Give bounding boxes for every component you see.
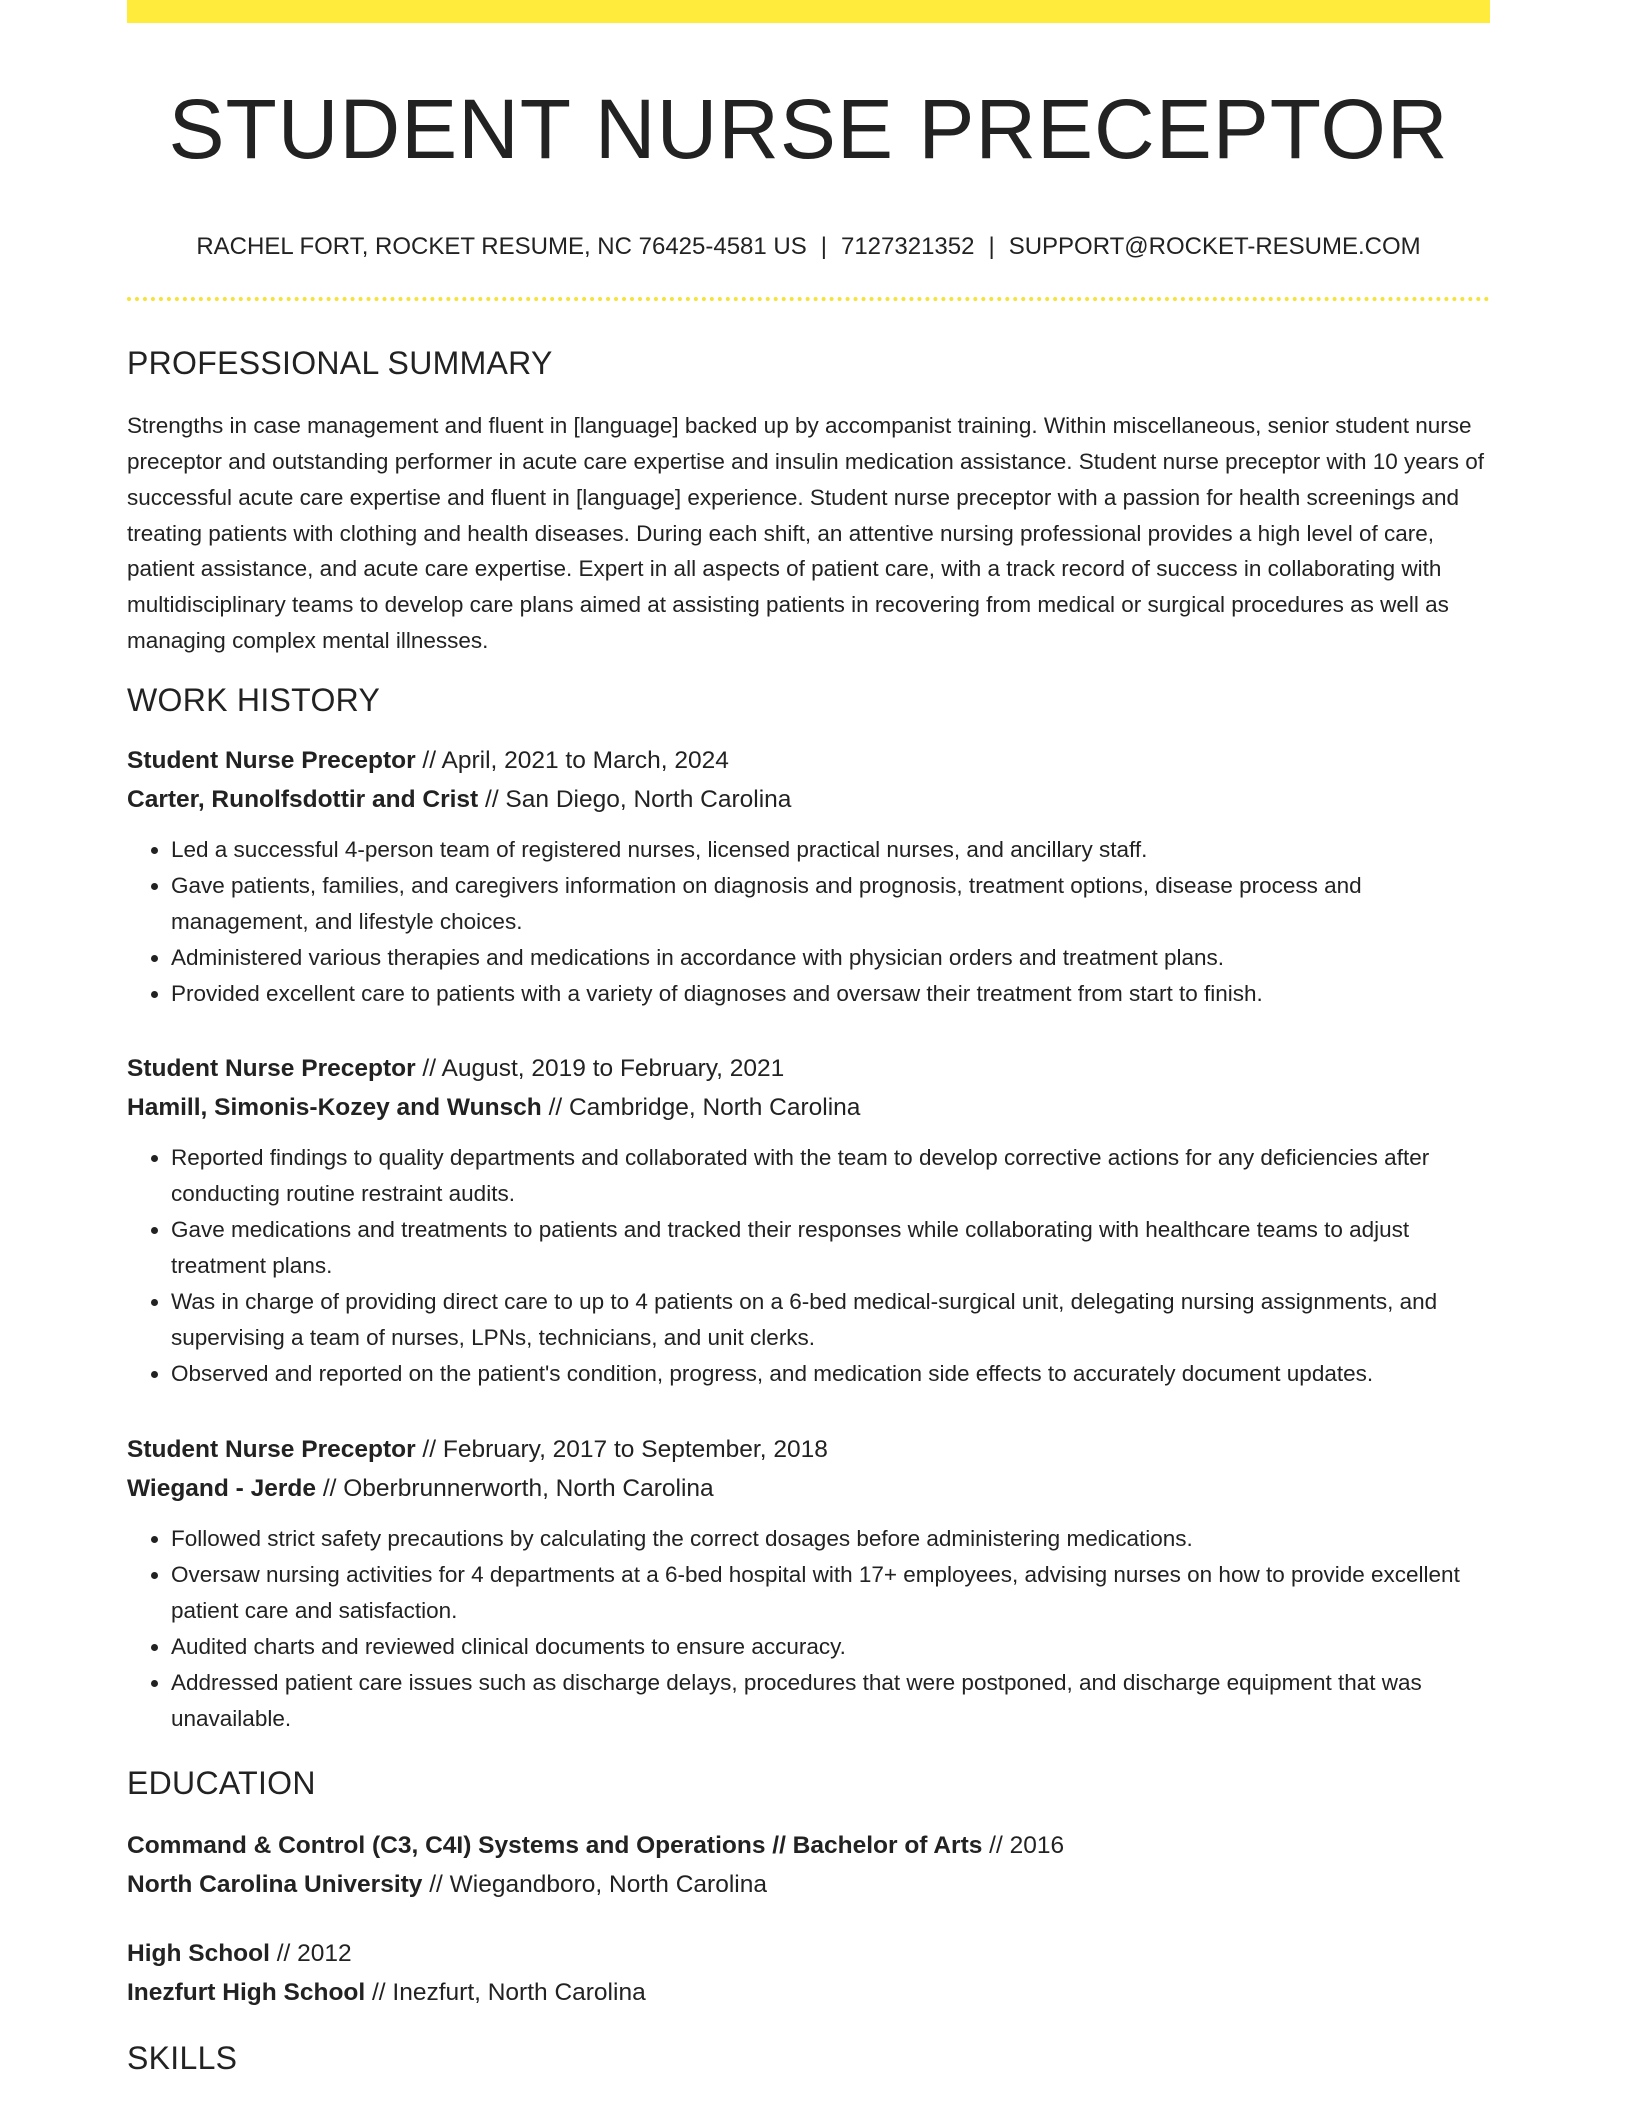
job-bullet: • Administered various therapies and medications in accordance with physician orders and treatment plans. (171, 940, 1490, 976)
job-bullet: • Was in charge of providing direct care to up to 4 patients on a 6-bed medical-surgical unit, delegating nursing assignments, and supervising a team of nurses, LPNs, technicians, and unit clerks. (171, 1284, 1490, 1356)
accent-top-bar (127, 0, 1490, 23)
job-bullet: • Observed and reported on the patient's condition, progress, and medication side effects to accurately document updates. (171, 1356, 1490, 1392)
resume-page (127, 0, 1490, 2077)
job-location: // Cambridge, North Carolina (541, 1094, 861, 1122)
contact-email: SUPPORT@ROCKET-RESUME.COM (1008, 233, 1421, 261)
job-company: Carter, Runolfsdottir and Crist (127, 786, 479, 814)
contact-address: RACHEL FORT, ROCKET RESUME, NC 76425-4581 US (196, 233, 807, 261)
education-school-line (127, 1865, 1490, 1904)
skills-heading: SKILLS (127, 2040, 238, 2077)
job-bullet: • Reported findings to quality departments and collaborated with the team to develop corrective actions for any deficiencies after conducting routine restraint audits. (171, 1140, 1490, 1212)
job-title-line (127, 741, 1490, 780)
job-entry (127, 741, 1490, 1012)
education-school-line (127, 1973, 1490, 2012)
job-company-line (127, 1469, 1490, 1508)
contact-separator: | (988, 233, 995, 261)
education-heading: EDUCATION (127, 1765, 316, 1802)
job-title-line (127, 1049, 1490, 1088)
job-bullet: • Followed strict safety precautions by calculating the correct dosages before administering medications. (171, 1521, 1490, 1557)
job-bullets (127, 1521, 1490, 1737)
job-bullet: • Gave medications and treatments to patients and tracked their responses while collaborating with healthcare teams to adjust treatment plans. (171, 1212, 1490, 1284)
job-title-line (127, 1430, 1490, 1469)
education-degree: Command & Control (C3, C4I) Systems and Operations // Bachelor of Arts (127, 1832, 983, 1860)
job-title: Student Nurse Preceptor (127, 1436, 416, 1464)
education-location: // Inezfurt, North Carolina (365, 1979, 646, 2007)
education-year: // 2016 (982, 1832, 1065, 1860)
job-dates: // April, 2021 to March, 2024 (415, 747, 729, 775)
job-entry (127, 1049, 1490, 1392)
education-degree-line (127, 1826, 1490, 1865)
job-title: Student Nurse Preceptor (127, 747, 416, 775)
work-history-heading: WORK HISTORY (127, 682, 381, 719)
contact-line (127, 233, 1490, 261)
education-entry (127, 1934, 1490, 2012)
contact-separator: | (820, 233, 827, 261)
resume-title: STUDENT NURSE PRECEPTOR (168, 82, 1449, 176)
education-school: Inezfurt High School (127, 1979, 366, 2007)
education-year: // 2012 (269, 1940, 352, 1968)
education-school: North Carolina University (127, 1871, 423, 1899)
job-bullet: • Oversaw nursing activities for 4 departments at a 6-bed hospital with 17+ employees, advising nurses on how to provide excellent patient care and satisfaction. (171, 1557, 1490, 1629)
education-degree: High School (127, 1940, 270, 1968)
job-location: // Oberbrunnerworth, North Carolina (316, 1475, 714, 1503)
job-bullet: • Provided excellent care to patients with a variety of diagnoses and oversaw their treatment from start to finish. (171, 976, 1490, 1012)
job-company-line (127, 780, 1490, 819)
job-bullet: • Addressed patient care issues such as discharge delays, procedures that were postponed, and discharge equipment that was unavailable. (171, 1665, 1490, 1737)
job-location: // San Diego, North Carolina (478, 786, 792, 814)
contact-phone: 7127321352 (840, 233, 975, 261)
job-company: Hamill, Simonis-Kozey and Wunsch (127, 1094, 542, 1122)
summary-heading: PROFESSIONAL SUMMARY (127, 345, 553, 382)
job-company: Wiegand - Jerde (127, 1475, 317, 1503)
job-bullet: • Gave patients, families, and caregivers information on diagnosis and prognosis, treatment options, disease process and management, and lifestyle choices. (171, 868, 1490, 940)
job-dates: // February, 2017 to September, 2018 (415, 1436, 828, 1464)
job-dates: // August, 2019 to February, 2021 (415, 1055, 785, 1083)
job-entry (127, 1430, 1490, 1737)
job-bullets (127, 832, 1490, 1012)
job-bullet: • Audited charts and reviewed clinical documents to ensure accuracy. (171, 1629, 1490, 1665)
education-entry (127, 1826, 1490, 1904)
dotted-divider (127, 297, 1490, 301)
summary-text: Strengths in case management and fluent in [language] backed up by accompanist training. Within miscellaneous, senior student nurse preceptor and outstanding performer in acute care expertise and insulin medication assistance. Student nurse preceptor with 10 years of successful acute care expertise and fluent in [language] experience. Student nurse preceptor with a passion for health screenings and treating patients with clothing and health diseases. During each shift, an attentive nursing professional provides a high level of care, patient assistance, and acute care expertise. Expert in all aspects of patient care, with a track record of success in collaborating with multidisciplinary teams to develop care plans aimed at assisting patients in recovering from medical or surgical procedures as well as managing complex mental illnesses. (127, 413, 1485, 653)
job-bullet: • Led a successful 4-person team of registered nurses, licensed practical nurses, and ancillary staff. (171, 832, 1490, 868)
job-bullets (127, 1140, 1490, 1392)
education-location: // Wiegandboro, North Carolina (422, 1871, 767, 1899)
job-title: Student Nurse Preceptor (127, 1055, 416, 1083)
job-company-line (127, 1088, 1490, 1127)
education-degree-line (127, 1934, 1490, 1973)
